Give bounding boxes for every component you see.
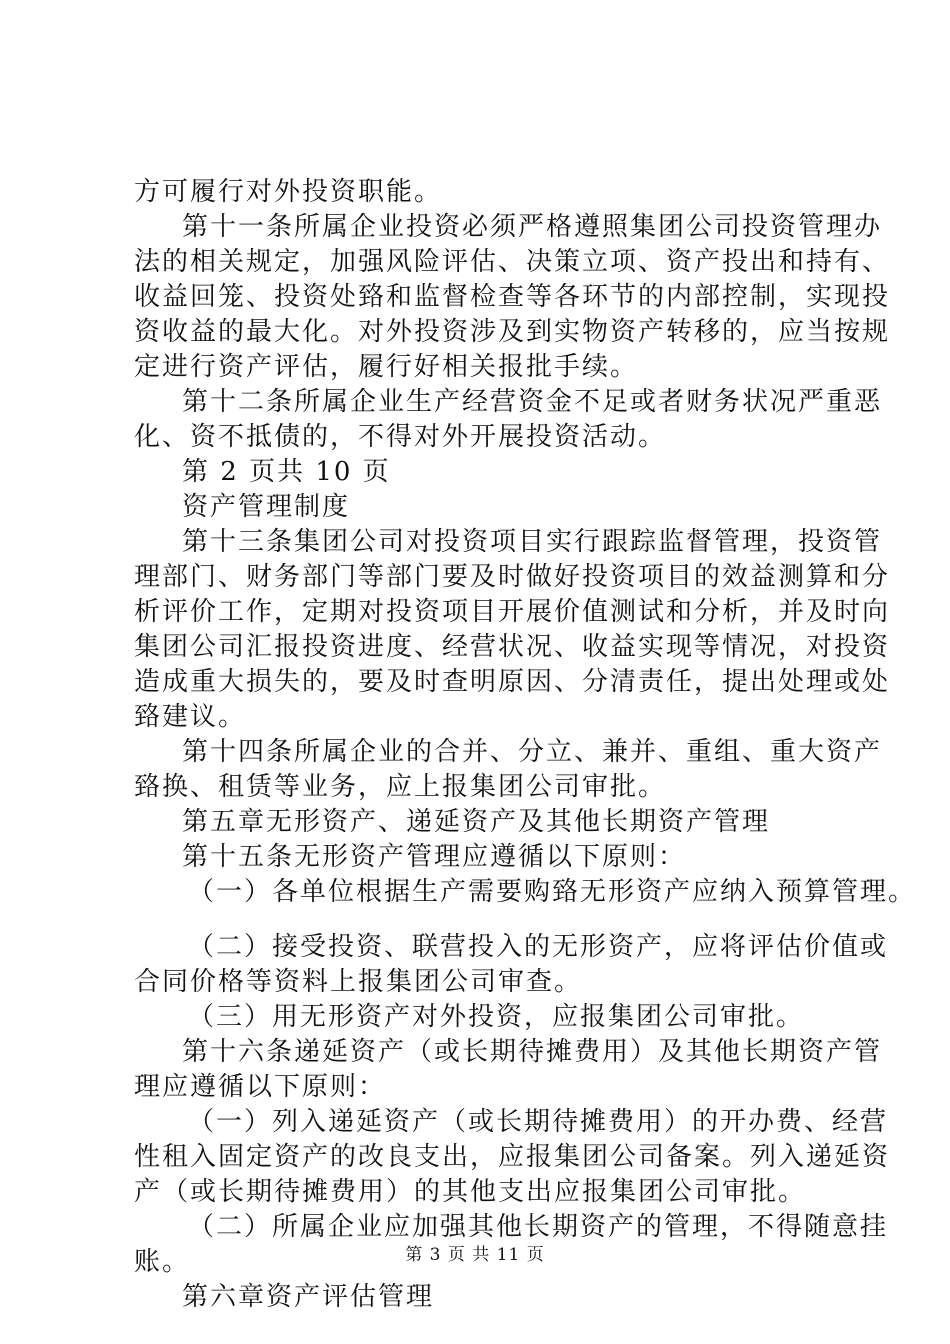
page-number-inline: 第 2 页共 10 页 [182,457,391,487]
text-line: 理应遵循以下原则： [134,1072,387,1102]
text-line: 理部门、财务部门等部门要及时做好投资项目的效益测算和分 [134,562,891,592]
text-line: （一）各单位根据生产需要购臵无形资产应纳入预算管理。 [188,877,917,907]
text-line: （一）列入递延资产（或长期待摊费用）的开办费、经营 [188,1107,889,1137]
text-line: （二）接受投资、联营投入的无形资产，应将评估价值或 [188,932,889,962]
text-line: （二）所属企业应加强其他长期资产的管理，不得随意挂 [188,1212,889,1242]
text-line: 析评价工作，定期对投资项目开展价值测试和分析，并及时向 [134,597,891,627]
text-line: 账。 [134,1247,191,1277]
text-line: 集团公司汇报投资进度、经营状况、收益实现等情况，对投资 [134,632,891,662]
chapter-heading: 第六章资产评估管理 [182,1282,435,1312]
text-line: 性租入固定资产的改良支出，应报集团公司备案。列入递延资 [134,1142,891,1172]
text-line: 方可履行对外投资职能。 [134,177,443,207]
text-line: 资收益的最大化。对外投资涉及到实物资产转移的，应当按规 [134,317,891,347]
text-line: （三）用无形资产对外投资，应报集团公司审批。 [188,1002,805,1032]
text-line: 定进行资产评估，履行好相关报批手续。 [134,352,639,382]
page-footer: 第 3 页 共 11 页 [405,1245,545,1265]
text-line: 第十二条所属企业生产经营资金不足或者财务状况严重恶 [182,387,883,417]
text-line: 臵建议。 [134,702,247,732]
text-line: 第十四条所属企业的合并、分立、兼并、重组、重大资产 [182,737,883,767]
text-line: 第十五条无形资产管理应遵循以下原则： [182,842,687,872]
section-heading: 资产管理制度 [182,492,351,522]
text-line: 收益回笼、投资处臵和监督检查等各环节的内部控制，实现投 [134,282,891,312]
text-line: 第十三条集团公司对投资项目实行跟踪监督管理，投资管 [182,527,883,557]
chapter-heading: 第五章无形资产、递延资产及其他长期资产管理 [182,807,771,837]
text-line: 第十一条所属企业投资必须严格遵照集团公司投资管理办 [182,212,883,242]
text-line: 第十六条递延资产（或长期待摊费用）及其他长期资产管 [182,1037,883,1067]
text-line: 产（或长期待摊费用）的其他支出应报集团公司审批。 [134,1177,807,1207]
text-line: 化、资不抵债的，不得对外开展投资活动。 [134,422,667,452]
text-line: 造成重大损失的，要及时查明原因、分清责任，提出处理或处 [134,667,891,697]
text-line: 法的相关规定，加强风险评估、决策立项、资产投出和持有、 [134,247,891,277]
text-line: 臵换、租赁等业务，应上报集团公司审批。 [134,772,667,802]
text-line: 合同价格等资料上报集团公司审查。 [134,967,583,997]
